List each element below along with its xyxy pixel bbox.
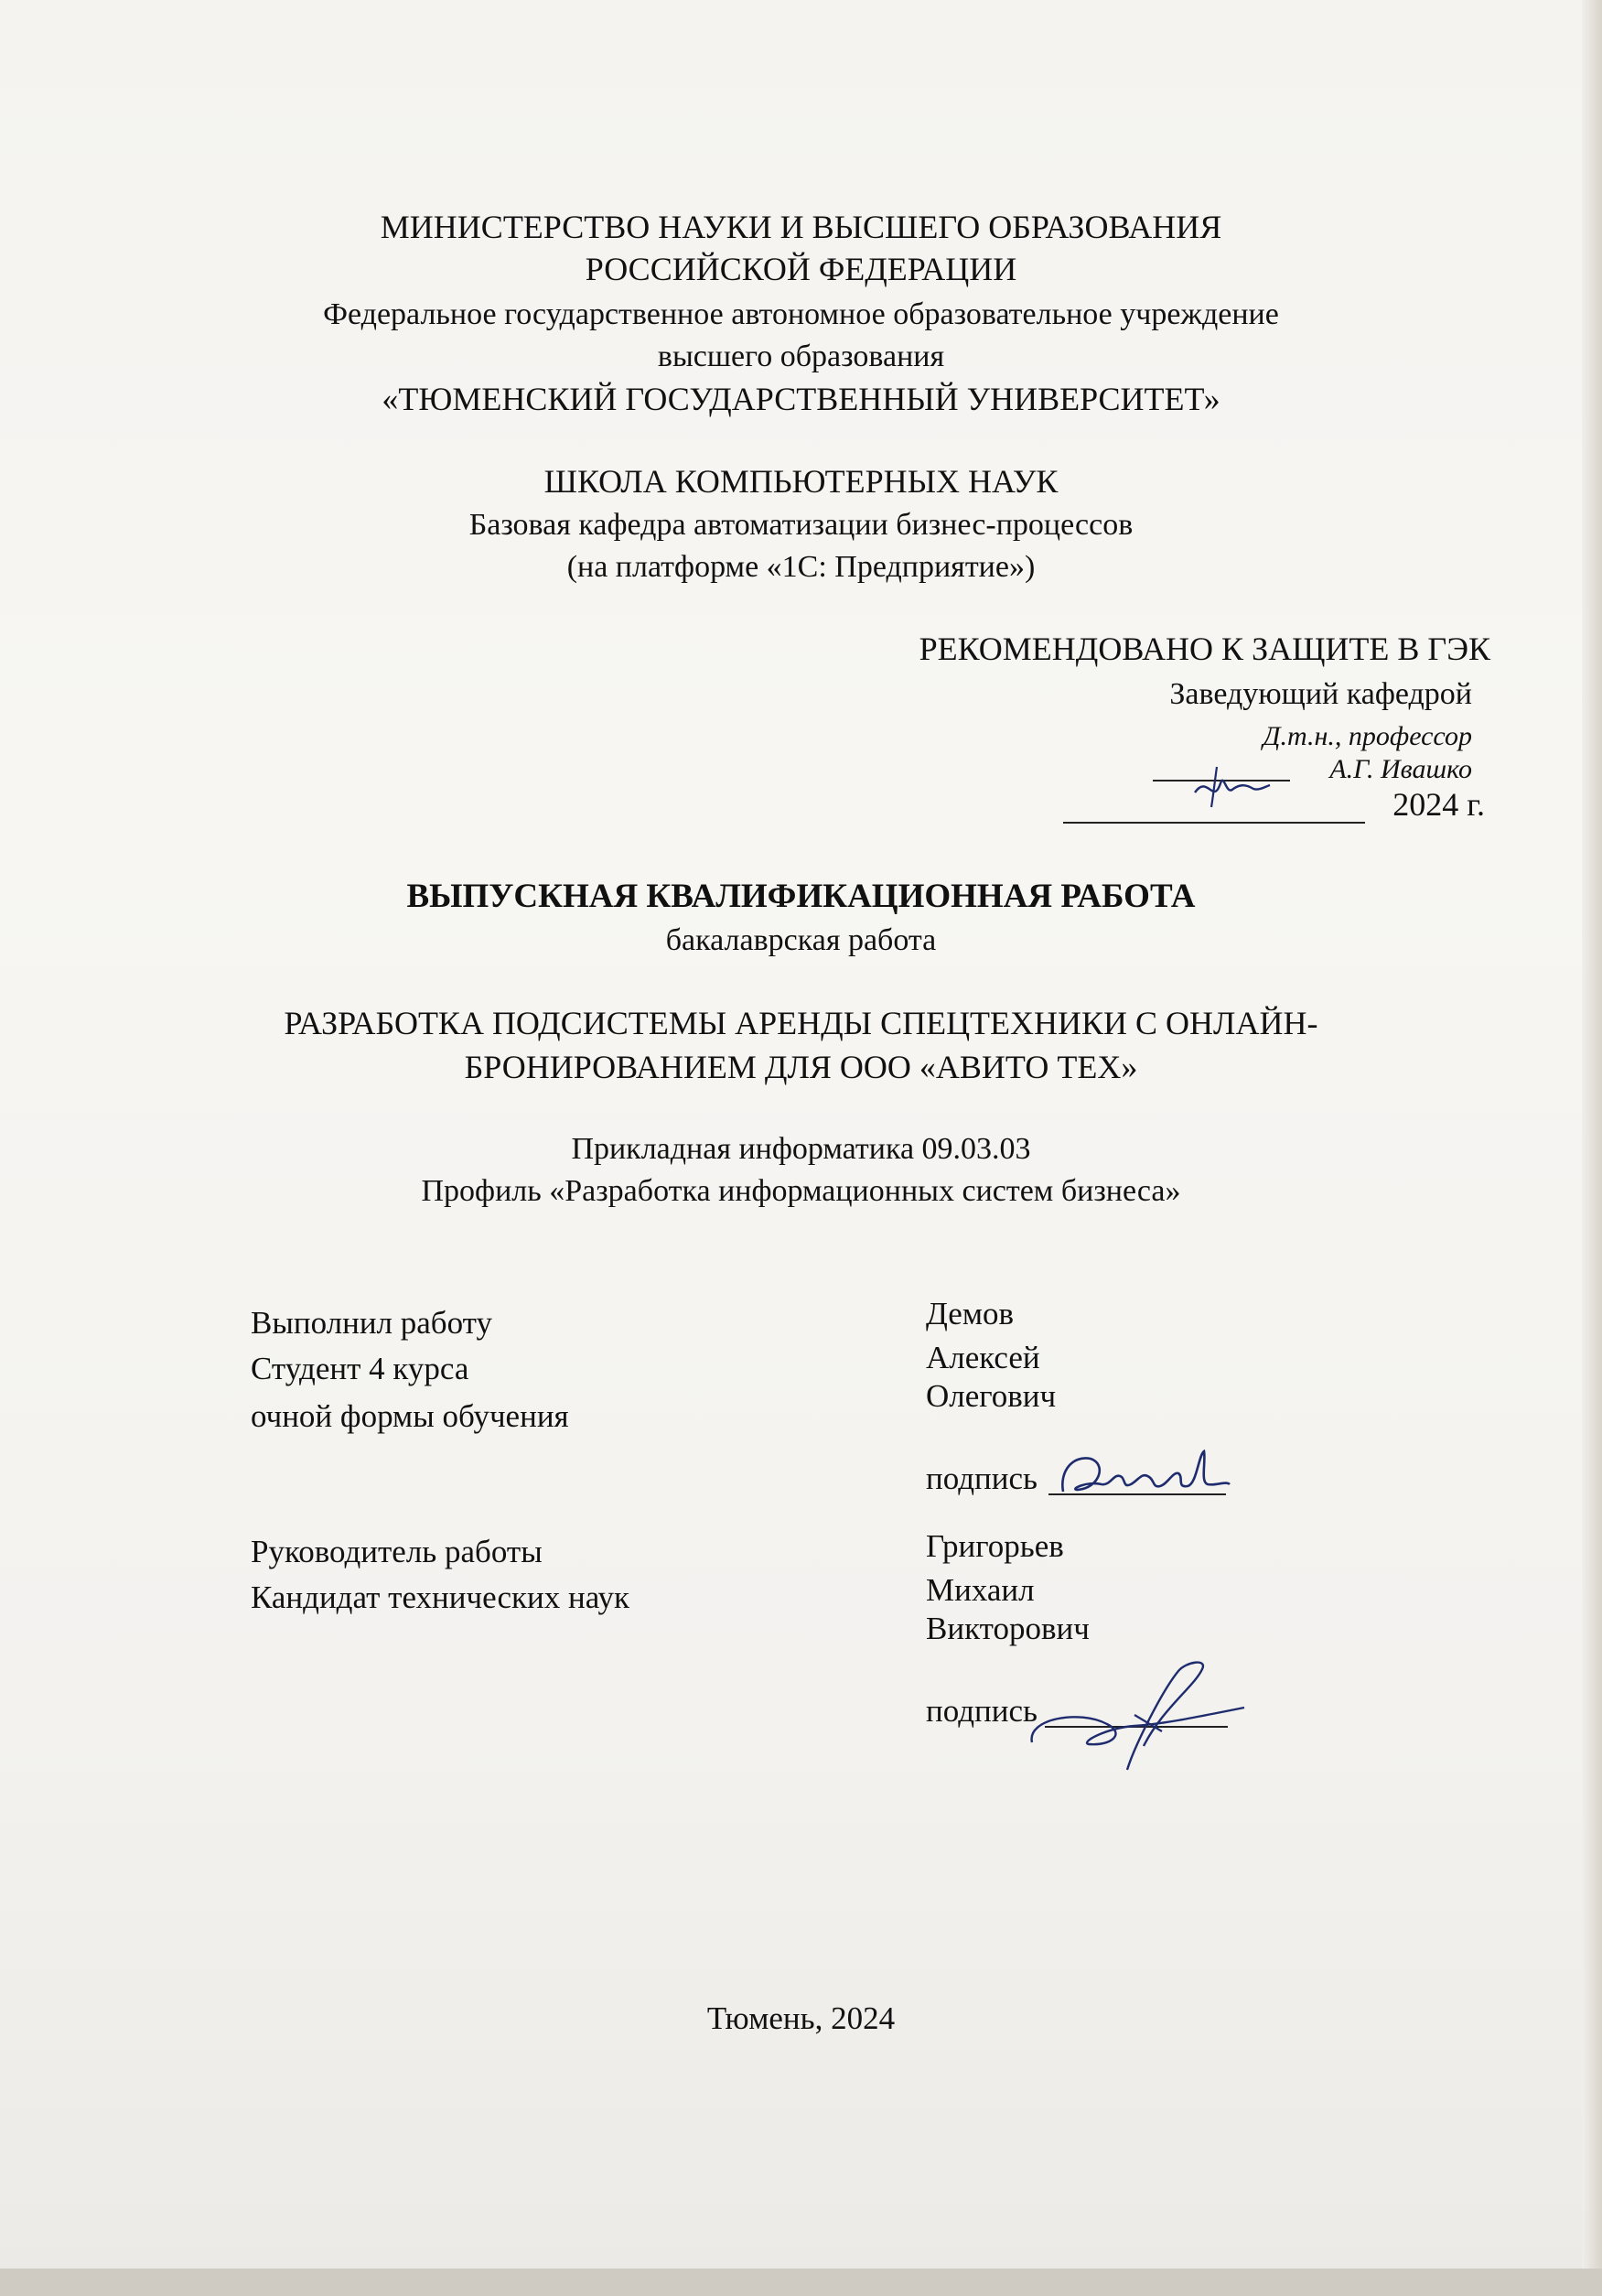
approval-degree: Д.т.н., профессор [1263, 721, 1472, 751]
student-patronymic: Олегович [926, 1378, 1057, 1414]
supervisor-surname: Григорьев [926, 1528, 1064, 1564]
supervisor-patronymic: Викторович [926, 1611, 1090, 1646]
institution-line-1: Федеральное государственное автономное образовательное учреждение [323, 297, 1279, 331]
university-name: «ТЮМЕНСКИЙ ГОСУДАРСТВЕННЫЙ УНИВЕРСИТЕТ» [382, 381, 1220, 417]
approval-signature [1189, 765, 1272, 809]
work-type: ВЫПУСКНАЯ КВАЛИФИКАЦИОННАЯ РАБОТА [406, 878, 1196, 915]
institution-line-2: высшего образования [657, 340, 945, 373]
department-name: Базовая кафедра автоматизации бизнес-процессов [468, 508, 1134, 542]
specialty: Прикладная информатика 09.03.03 [571, 1132, 1031, 1166]
supervisor-first-name: Михаил [926, 1572, 1035, 1608]
student-label-3: очной формы обучения [251, 1398, 569, 1434]
student-first-name: Алексей [926, 1340, 1040, 1375]
approval-title: РЕКОМЕНДОВАНО К ЗАЩИТЕ В ГЭК [919, 631, 1490, 667]
student-signature-label: подпись [926, 1461, 1038, 1496]
supervisor-signature [1025, 1655, 1253, 1773]
approval-position: Заведующий кафедрой [1169, 677, 1472, 711]
supervisor-signature-label: подпись [926, 1693, 1038, 1729]
approval-name: А.Г. Ивашко [1329, 754, 1472, 784]
supervisor-label-1: Руководитель работы [251, 1534, 543, 1569]
student-surname: Демов [926, 1296, 1015, 1331]
work-title-line-1: РАЗРАБОТКА ПОДСИСТЕМЫ АРЕНДЫ СПЕЦТЕХНИКИ С ОНЛАЙН- [284, 1005, 1318, 1041]
supervisor-label-2: Кандидат технических наук [251, 1579, 630, 1615]
student-label-1: Выполнил работу [251, 1305, 492, 1341]
city-year: Тюмень, 2024 [706, 2000, 896, 2036]
approval-date-line [1063, 822, 1365, 824]
profile: Профиль «Разработка информационных систем бизнеса» [421, 1174, 1181, 1208]
department-platform: (на платформе «1С: Предприятие») [566, 550, 1036, 584]
approval-year: 2024 г. [1392, 786, 1485, 823]
work-title-line-2: БРОНИРОВАНИЕМ ДЛЯ ООО «АВИТО ТЕХ» [464, 1049, 1138, 1085]
student-label-2: Студент 4 курса [251, 1351, 469, 1386]
ministry-line-2: РОССИЙСКОЙ ФЕДЕРАЦИИ [585, 251, 1017, 287]
work-subtype: бакалаврская работа [665, 923, 937, 957]
school-name: ШКОЛА КОМПЬЮТЕРНЫХ НАУК [543, 463, 1059, 500]
student-signature [1050, 1444, 1233, 1499]
ministry-line-1: МИНИСТЕРСТВО НАУКИ И ВЫСШЕГО ОБРАЗОВАНИЯ [380, 209, 1222, 245]
